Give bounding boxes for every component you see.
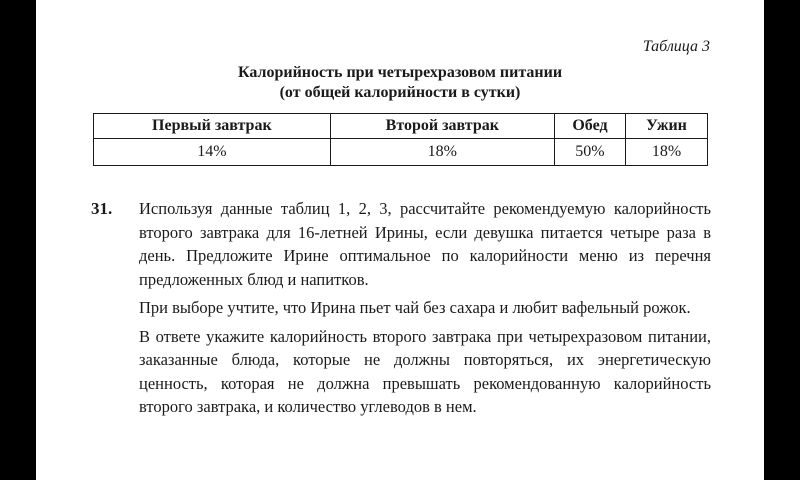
- question-number: 31.: [91, 199, 113, 218]
- table-row: [94, 139, 708, 166]
- header-second-breakfast: Второй завтрак: [330, 114, 554, 139]
- table-header-row: [94, 114, 708, 139]
- header-dinner: Ужин: [626, 114, 708, 139]
- question-paragraph: В ответе укажите калорийность второго завтрака при четырехразовом питании, заказанные блюда, которые не должны повторяться, их энергетическую ценность, которая не должна превышать рекомендованную калорийность второго завтрака, и количество углеводов в нем.: [139, 326, 711, 416]
- header-breakfast: Первый завтрак: [94, 114, 331, 139]
- header-lunch: Обед: [554, 114, 625, 139]
- value-breakfast: 14%: [94, 139, 331, 166]
- question-text: [139, 197, 711, 424]
- question-paragraph: Используя данные таблиц 1, 2, 3, рассчитайте рекомендуемую калорийность второго завтрака для 16-летней Ирины, если девушка питается четыре раза в день. Предложите Ирине оптимальное по калорийности меню из перечня предложенных блюд и напитков.: [139, 199, 711, 289]
- value-dinner: 18%: [626, 139, 708, 166]
- document-page: [36, 0, 764, 480]
- value-second-breakfast: 18%: [330, 139, 554, 166]
- calorie-table: [93, 113, 708, 166]
- question-paragraph: При выборе учтите, что Ирина пьет чай без сахара и любит вафельный рожок.: [139, 298, 691, 317]
- table-subtitle: (от общей калорийности в сутки): [279, 84, 521, 101]
- table-caption: Таблица 3: [642, 38, 710, 55]
- value-lunch: 50%: [554, 139, 625, 166]
- table-title: Калорийность при четырехразовом питании: [237, 64, 563, 81]
